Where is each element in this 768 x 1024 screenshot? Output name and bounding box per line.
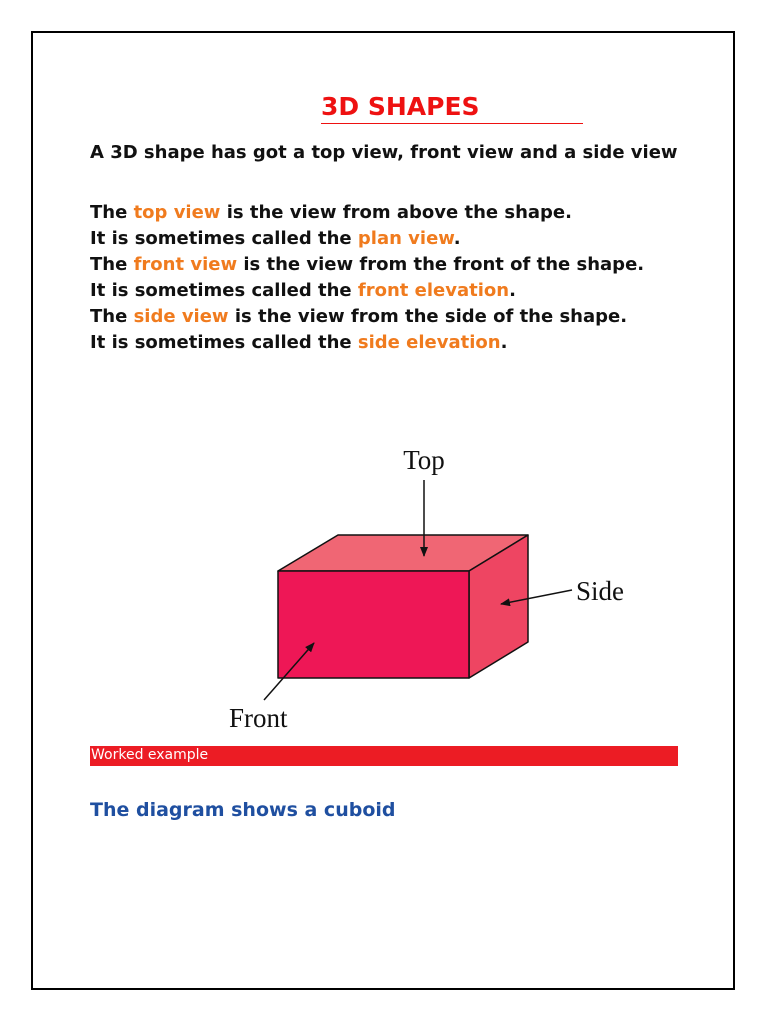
highlight-term-front-view: front view: [133, 254, 238, 275]
definition-text: is the view from above the shape.: [220, 202, 572, 223]
worked-example-bar: [90, 746, 678, 766]
label-side: Side: [576, 576, 625, 606]
definition-line-plan-view: [90, 226, 690, 252]
definition-text: It is sometimes called the: [90, 332, 358, 353]
highlight-term-top-view: top view: [133, 202, 221, 223]
cuboid-diagram: [210, 430, 670, 740]
definition-text: .: [453, 228, 461, 249]
highlight-term-side-view: side view: [133, 306, 229, 327]
definition-line-front-view: [90, 252, 690, 278]
definition-text: The: [90, 202, 134, 223]
definition-line-front-elevation: [90, 278, 690, 304]
definition-text: The: [90, 254, 134, 275]
intro-paragraph: A 3D shape has got a top view, front view and a side view: [90, 142, 678, 163]
page-title: 3D SHAPES: [321, 92, 583, 124]
cuboid-subheading: The diagram shows a cuboid: [90, 799, 396, 821]
label-top: Top: [403, 445, 445, 475]
highlight-term-side-elevation: side elevation: [357, 332, 501, 353]
definition-text: It is sometimes called the: [90, 228, 358, 249]
label-front: Front: [229, 703, 288, 733]
definition-text: It is sometimes called the: [90, 280, 358, 301]
highlight-term-front-elevation: front elevation: [357, 280, 510, 301]
definition-text: is the view from the side of the shape.: [228, 306, 628, 327]
worked-example-label: Worked example: [91, 747, 209, 763]
highlight-term-plan-view: plan view: [357, 228, 454, 249]
definitions-block: [90, 200, 690, 356]
definition-text: .: [500, 332, 508, 353]
definition-line-side-elevation: [90, 330, 690, 356]
cuboid-front-face: [278, 571, 469, 678]
definition-text: The: [90, 306, 134, 327]
definition-line-top-view: [90, 200, 690, 226]
definition-text: is the view from the front of the shape.: [237, 254, 645, 275]
definition-text: .: [509, 280, 516, 301]
definition-line-side-view: [90, 304, 690, 330]
